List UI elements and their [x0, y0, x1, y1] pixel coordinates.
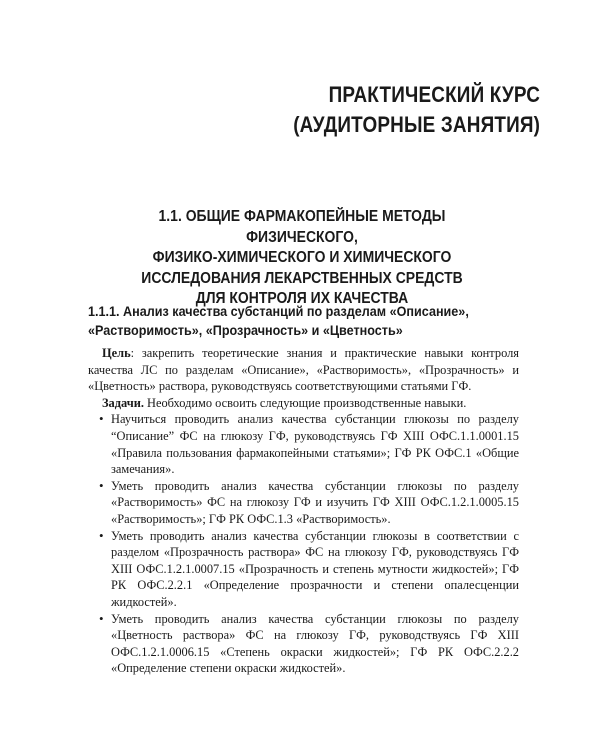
goal-label: Цель [102, 346, 131, 360]
section-title [113, 207, 491, 310]
tasks-label: Задачи. [102, 395, 144, 410]
body-text [88, 345, 519, 677]
task-item: • Уметь проводить анализ качества субстанции глюкозы по разделу «Цветность раствора» ФС на глюкозу ГФ, руководствуясь ГФ XIII ОФС.1.2.1.0006.15 «Степень окраски жидкостей»; ГФ РК ОФС.2.2.2 «Определение степени окраски жидкостей». [111, 611, 519, 677]
subsection-title-line-2: «Растворимость», «Прозрачность» и «Цветность» [88, 322, 403, 338]
goal-paragraph [88, 345, 519, 395]
subsection-title [88, 302, 520, 340]
goal-text: : закрепить теоретические знания и практические навыки контроля качества ЛС по разделам «Описание», «Растворимость», «Прозрачность» и «Цветность» раствора, руководствуясь соответствующими статьями ГФ. [88, 346, 519, 394]
part-title-line-2: (АУДИТОРНЫЕ ЗАНЯТИЯ) [293, 112, 540, 137]
section-title-line-3: ИССЛЕДОВАНИЯ ЛЕКАРСТВЕННЫХ СРЕДСТВ [141, 269, 463, 287]
section-title-line-4: ДЛЯ КОНТРОЛЯ ИХ КАЧЕСТВА [195, 290, 409, 307]
task-item: • Уметь проводить анализ качества субстанции глюкозы по разделу «Растворимость» ФС на глюкозу ГФ и изучить ГФ XIII ОФС.1.2.1.0005.15 «Растворимость»; ГФ РК ОФС.1.3 «Растворимость». [111, 478, 519, 528]
tasks-paragraph [88, 395, 519, 412]
part-title-line-1: ПРАКТИЧЕСКИЙ КУРС [328, 82, 540, 107]
part-title [293, 80, 540, 140]
section-title-line-1: 1.1. ОБЩИЕ ФАРМАКОПЕЙНЫЕ МЕТОДЫ ФИЗИЧЕСКОГО, [158, 208, 446, 246]
tasks-intro: Необходимо освоить следующие производственные навыки. [143, 395, 467, 410]
task-list [88, 411, 519, 677]
task-item: • Уметь проводить анализ качества субстанции глюкозы в соответствии с разделом «Прозрачность раствора» ФС на глюкозу ГФ, руководствуясь ГФ XIII ОФС.1.2.1.0007.15 «Прозрачность и степень мутности жидкостей»; ГФ РК ОФС.2.2.1 «Определение прозрачности и степени опалесценции жидкостей». [111, 528, 519, 611]
subsection-title-line-1: 1.1.1. Анализ качества субстанций по разделам «Описание», [88, 303, 469, 319]
section-title-line-2: ФИЗИКО-ХИМИЧЕСКОГО И ХИМИЧЕСКОГО [152, 249, 452, 266]
task-item: • Научиться проводить анализ качества субстанции глюкозы по разделу “Описание” ФС на глюкозу ГФ, руководствуясь ГФ XIII ОФС.1.1.0001.15 «Правила пользования фармакопейными статьями»; ГФ РК ОФС.1 «Общие замечания». [111, 411, 519, 477]
